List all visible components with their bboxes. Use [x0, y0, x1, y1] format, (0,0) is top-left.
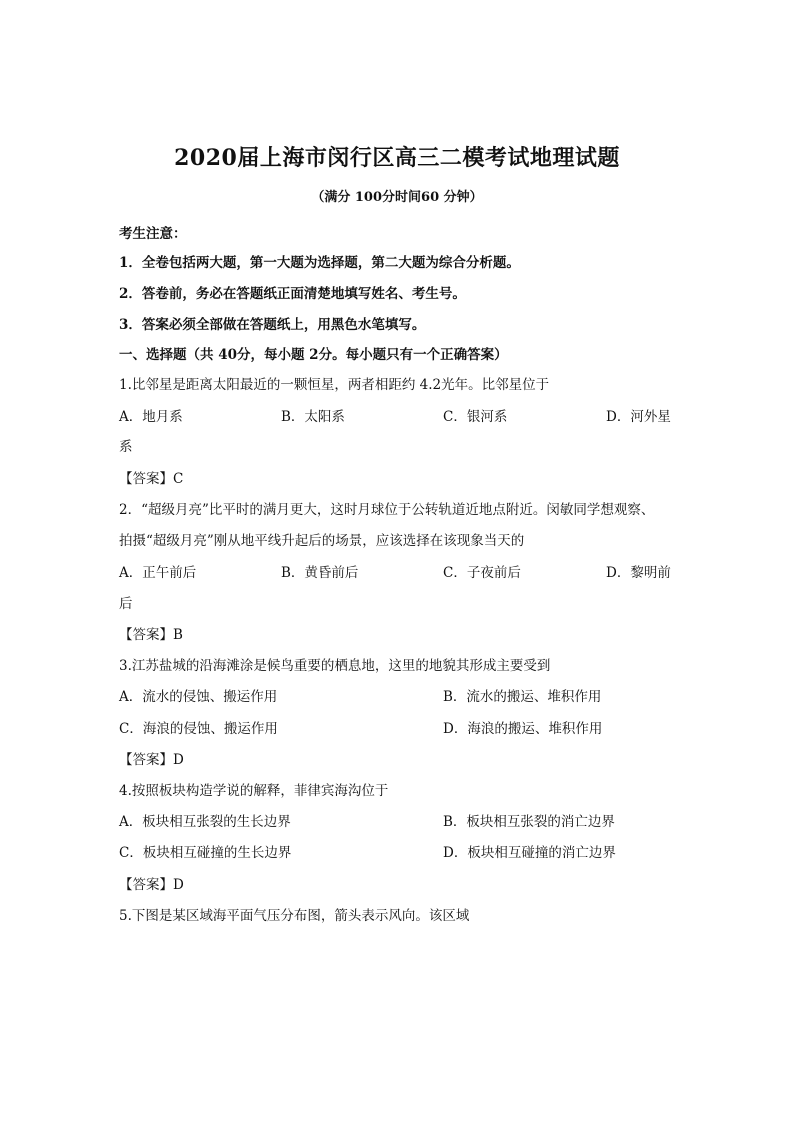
option-c: C．海浪的侵蚀、搬运作用 [119, 721, 278, 737]
question-stem: 3.江苏盐城的沿海滩涂是候鸟重要的栖息地，这里的地貌其形成主要受到 [119, 658, 551, 674]
answer: 【答案】D [119, 877, 184, 893]
option-wrap: 后 [119, 596, 133, 612]
answer: 【答案】B [119, 627, 183, 643]
option-a: A．板块相互张裂的生长边界 [119, 814, 291, 830]
exam-subtitle: （满分 100分时间60 分钟） [311, 190, 483, 205]
exam-title: 2020届上海市闵行区高三二模考试地理试题 [174, 145, 620, 171]
answer: 【答案】D [119, 752, 184, 768]
option-b: B．黄昏前后 [281, 565, 359, 581]
option-a: A．地月系 [119, 409, 183, 425]
option-b: B．太阳系 [281, 409, 345, 425]
answer: 【答案】C [119, 471, 184, 487]
option-d: D．海浪的搬运、堆积作用 [443, 721, 603, 737]
option-a: A．正午前后 [119, 565, 197, 581]
section-heading: 一、选择题（共 40分，每小题 2分。每小题只有一个正确答案） [119, 347, 508, 363]
option-b: B．板块相互张裂的消亡边界 [443, 814, 615, 830]
option-d: D．黎明前 [606, 565, 671, 581]
question-stem: 1.比邻星是距离太阳最近的一颗恒星，两者相距约 4.2光年。比邻星位于 [119, 377, 550, 393]
option-d: D．河外星 [606, 409, 671, 425]
option-c: C．板块相互碰撞的生长边界 [119, 845, 292, 861]
notice-item: 3．答案必须全部做在答题纸上，用黑色水笔填写。 [119, 317, 426, 333]
option-a: A．流水的侵蚀、搬运作用 [119, 689, 278, 705]
notice-item: 1．全卷包括两大题，第一大题为选择题，第二大题为综合分析题。 [119, 255, 520, 271]
question-stem: 4.按照板块构造学说的解释，菲律宾海沟位于 [119, 783, 389, 799]
question-stem: 5.下图是某区域海平面气压分布图，箭头表示风向。该区域 [119, 908, 470, 924]
question-stem: 2．“超级月亮”比平时的满月更大，这时月球位于公转轨道近地点附近。闵敏同学想观察、 [119, 502, 655, 518]
option-b: B．流水的搬运、堆积作用 [443, 689, 602, 705]
notice-heading: 考生注意： [119, 226, 187, 242]
option-c: C．子夜前后 [443, 565, 521, 581]
option-c: C．银河系 [443, 409, 508, 425]
option-wrap: 系 [119, 439, 133, 455]
option-d: D．板块相互碰撞的消亡边界 [443, 845, 616, 861]
question-stem-continued: 拍摄“超级月亮”刚从地平线升起后的场景，应该选择在该现象当天的 [119, 533, 525, 549]
notice-item: 2．答卷前，务必在答题纸正面清楚地填写姓名、考生号。 [119, 286, 466, 302]
